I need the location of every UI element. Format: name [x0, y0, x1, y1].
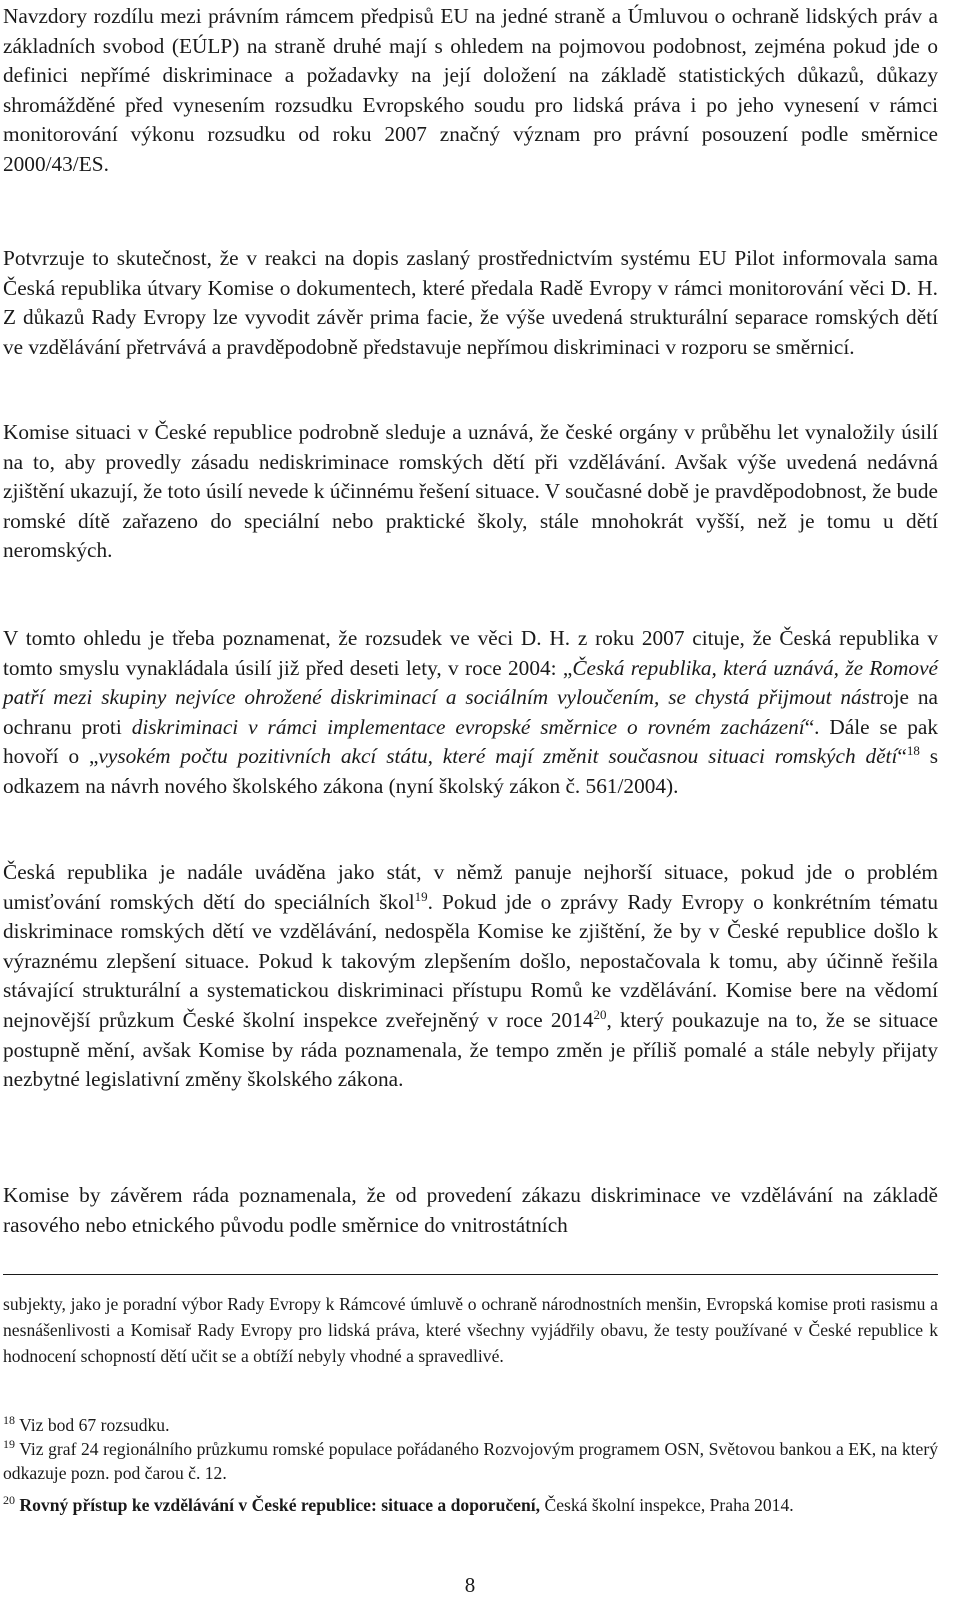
page-number: 8	[464, 1573, 476, 1597]
paragraph-4	[3, 624, 938, 802]
paragraph-2: Potvrzuje to skutečnost, že v reakci na dopis zaslaný prostřednictvím systému EU Pilot informovala sama Česká republika útvary Komise o dokumentech, které předala Radě Evropy v rámci monitorování věci D. H. Z důkazů Rady Evropy lze vyvodit závěr prima facie, že výše uvedená strukturální separace romských dětí ve vzdělávání přetrvává a pravděpodobně představuje nepřímou diskriminaci v rozporu se směrnicí.	[3, 246, 938, 359]
paragraph-1: Navzdory rozdílu mezi právním rámcem předpisů EU na jedné straně a Úmluvou o ochraně lidských práv a základních svobod (EÚLP) na straně druhé mají s ohledem na pojmovou podobnost, zejména pokud jde o definici nepřímé diskriminace a požadavky na její doložení na základě statistických důkazů, důkazy shromážděné před vynesením rozsudku Evropského soudu pro lidská práva i po jeho vynesení v rámci monitorování výkonu rozsudku od roku 2007 značný význam pro právní posouzení podle směrnice 2000/43/ES.	[3, 4, 938, 176]
paragraph-4-close-quote: “	[897, 744, 907, 769]
footnote-ref-19[interactable]: 19	[414, 888, 428, 904]
footnote-19-number: 19	[3, 1437, 15, 1452]
footnote-separator	[3, 1274, 938, 1275]
paragraph-3: Komise situaci v České republice podrobně sleduje a uznává, že české orgány v průběhu let vynaložily úsilí na to, aby provedly zásadu nediskriminace romských dětí při vzdělávání. Avšak výše uvedená nedávná zjištění ukazují, že toto úsilí nevede k účinnému řešení situace. V současné době je pravděpodobnost, že bude romské dítě zařazeno do speciální nebo praktické školy, stále mnohokrát vyšší, než je tomu u dětí neromských.	[3, 420, 938, 563]
paragraph-4-text-e: “. Dále se pak hovoří o „	[3, 714, 939, 769]
footnote-ref-20[interactable]: 20	[593, 1006, 607, 1022]
paragraph-4-text-c: roje na ochranu proti	[3, 685, 938, 739]
footnote-18-number: 18	[3, 1413, 15, 1428]
paragraph-5-text-b: . Pokud jde o zprávy Rady Evropy o konkrétním tématu diskriminace romských dětí ve vzdělávání, nedospěla Komise ke zjištění, že by v České republice došlo k výraznému zlepšení situace. Pokud k takovým zlepšením došlo, nepostačovala k tomu, aby účinně řešila stávající strukturální a systematickou diskriminaci přístupu Romů ke vzdělávání. Komise bere na vědomí nejnovější průzkum České školní inspekce zveřejněný v roce 2014	[3, 889, 938, 1032]
footnote-ref-18[interactable]: 18	[906, 743, 920, 759]
footnote-19-text: Viz graf 24 regionálního průzkumu romské populace pořádaného Rozvojovým programem OSN, Světovou bankou a EK, na který odkazuje pozn. pod čarou č. 12.	[3, 1439, 938, 1483]
paragraph-4-quote-2: vysokém počtu pozitivních akcí státu, které mají změnit současnou situaci romských dětí	[98, 744, 898, 769]
footnote-18-text: Viz bod 67 rozsudku.	[15, 1415, 170, 1435]
footnote-20-title: Rovný přístup ke vzdělávání v České republice: situace a doporučení,	[15, 1495, 541, 1515]
footnote-18	[3, 1413, 938, 1437]
footnote-continuation: subjekty, jako je poradní výbor Rady Evropy k Rámcové úmluvě o ochraně národnostních menšin, Evropská komise proti rasismu a nesnášenlivosti a Komisař Rady Evropy pro lidská práva, které všechny vyjádřily obavu, že testy používané v České republice k hodnocení schopností dětí učit se a obtíží nebyly vhodné a spravedlivé.	[3, 1294, 938, 1366]
paragraph-4-quote-1-end: diskriminaci v rámci implementace evropské směrnice o rovném zacházení	[131, 714, 805, 739]
paragraph-5-text-c: , který poukazuje na to, že se situace postupně mění, avšak Komise by ráda poznamenala, že tempo změn je příliš pomalé a stále nebyly přijaty nezbytné legislativní změny školského zákona.	[3, 1007, 938, 1092]
paragraph-4-text-a: V tomto ohledu je třeba poznamenat, že rozsudek ve věci D. H. z roku 2007 cituje, že Česká republika v tomto smyslu vynakládala úsilí již před deseti lety, v roce 2004: „	[3, 626, 938, 680]
footnote-20	[3, 1493, 938, 1517]
paragraph-5	[3, 858, 938, 1095]
paragraph-4-text-h: s odkazem na návrh nového školského zákona (nyní školský zákon č. 561/2004).	[3, 744, 938, 798]
paragraph-6: Komise by závěrem ráda poznamenala, že od provedení zákazu diskriminace ve vzdělávání na základě rasového nebo etnického původu podle směrnice do vnitrostátních	[3, 1183, 938, 1237]
paragraph-5-text-a: Česká republika je nadále uváděna jako stát, v němž panuje nejhorší situace, pokud jde o problém umisťování romských dětí do speciálních škol	[3, 860, 938, 914]
paragraph-4-quote-1: Česká republika, která uznává, že Romové patří mezi skupiny nejvíce ohrožené diskriminací a sociálním vyloučením, se chystá přijmout nást	[3, 655, 938, 710]
footnote-20-text: Česká školní inspekce, Praha 2014.	[540, 1495, 794, 1515]
footnote-19	[3, 1437, 938, 1485]
footnote-20-number: 20	[3, 1493, 15, 1508]
